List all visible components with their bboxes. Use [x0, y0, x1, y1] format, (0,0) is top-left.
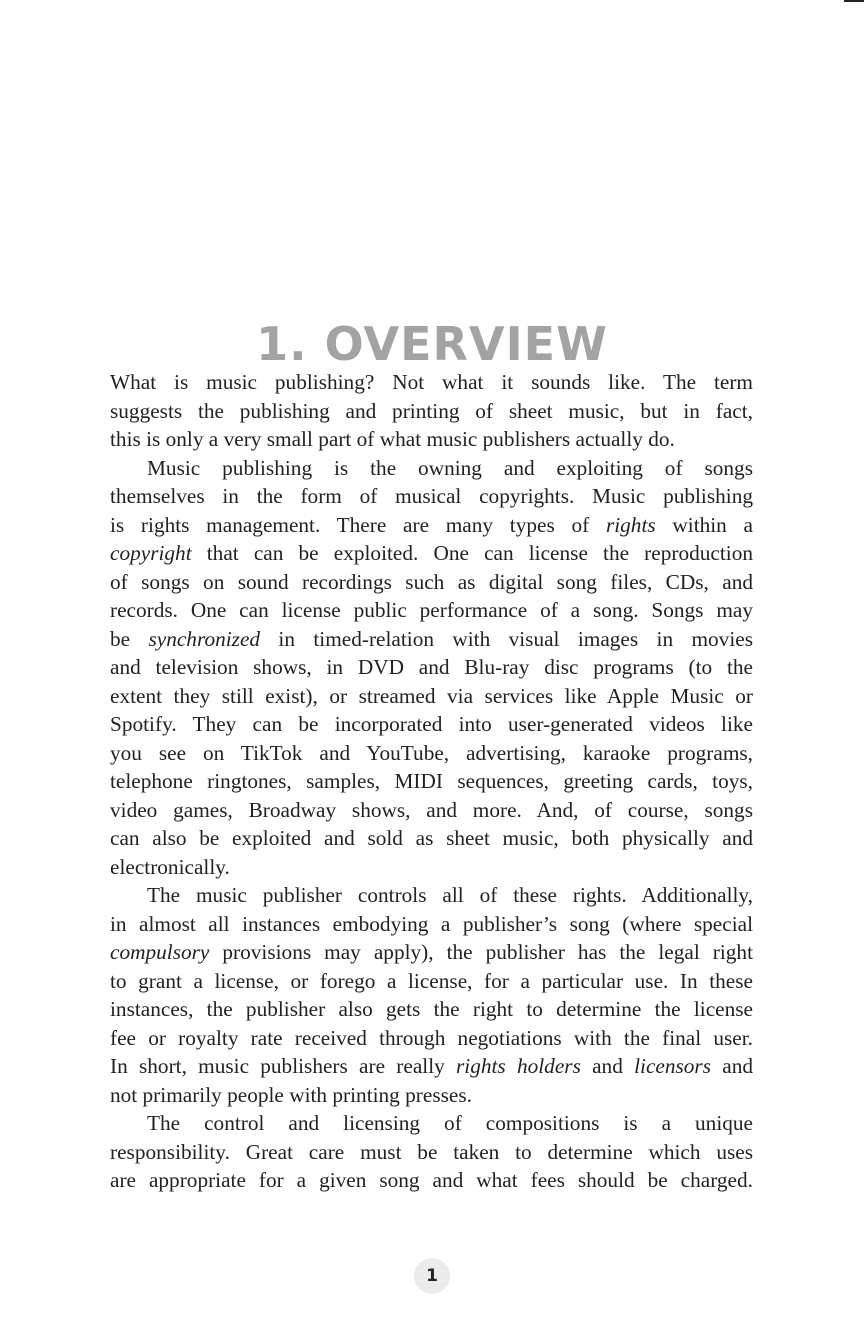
text-line	[110, 1166, 753, 1195]
italic-text: synchronized	[148, 626, 261, 651]
text-line	[110, 539, 753, 568]
italic-text: rights	[605, 512, 656, 537]
text-line	[110, 368, 753, 397]
text-segment: electronically.	[110, 854, 230, 879]
text-line	[110, 1052, 753, 1081]
text-segment: are appropriate for a given song and what fees should be charged.	[110, 1168, 753, 1192]
text-line	[110, 710, 753, 739]
text-segment: What is music publishing? Not what it sounds like. The term	[110, 370, 753, 394]
text-segment: and	[711, 1054, 754, 1078]
text-line	[110, 1081, 753, 1110]
text-segment: The control and licensing of compositions is a unique	[147, 1111, 753, 1135]
text-segment: telephone ringtones, samples, MIDI sequences, greeting cards, toys,	[110, 769, 753, 793]
text-line	[110, 767, 753, 796]
text-line	[110, 482, 753, 511]
text-segment: within a	[655, 512, 754, 537]
paragraph	[110, 368, 753, 454]
text-segment: is rights management. There are many types of	[110, 512, 606, 537]
paragraph	[110, 1109, 753, 1195]
italic-text: rights holders	[456, 1054, 581, 1078]
text-line	[110, 824, 753, 853]
text-segment: provisions may apply), the publisher has the legal right	[209, 940, 753, 964]
text-segment: and	[580, 1054, 635, 1078]
text-segment: to grant a license, or forego a license, for a particular use. In these	[110, 968, 753, 993]
italic-text: copyright	[110, 541, 192, 565]
text-segment: in timed-relation with visual images in movies	[260, 626, 753, 651]
text-segment: In short, music publishers are really	[110, 1054, 457, 1078]
text-segment: fee or royalty rate received through negotiations with the final user.	[110, 1025, 753, 1050]
italic-text: licensors	[634, 1054, 712, 1078]
text-segment: video games, Broadway shows, and more. And, of course, songs	[110, 797, 753, 822]
paragraph	[110, 454, 753, 882]
page-edge-mark	[844, 0, 864, 2]
body-text	[110, 368, 753, 1195]
text-segment: and television shows, in DVD and Blu-ray disc programs (to the	[110, 655, 753, 679]
text-line	[110, 853, 753, 882]
text-line	[110, 995, 753, 1024]
page-number: 1	[414, 1258, 450, 1294]
text-segment: of songs on sound recordings such as digital song files, CDs, and	[110, 569, 753, 594]
text-segment: Music publishing is the owning and exploiting of songs	[147, 455, 753, 480]
text-segment: themselves in the form of musical copyrights. Music publishing	[110, 484, 753, 508]
text-segment: that can be exploited. One can license the reproduction	[191, 541, 753, 565]
italic-text: compulsory	[110, 940, 210, 964]
text-segment: responsibility. Great care must be taken to determine which uses	[110, 1139, 753, 1164]
text-segment: The music publisher controls all of these rights. Additionally,	[147, 883, 753, 907]
text-line	[110, 625, 753, 654]
text-line	[110, 425, 753, 454]
text-segment: extent they still exist), or streamed via services like Apple Music or	[110, 683, 753, 708]
text-line	[110, 653, 753, 682]
text-line	[110, 454, 753, 483]
text-line	[110, 796, 753, 825]
text-line	[110, 1024, 753, 1053]
text-line	[110, 881, 753, 910]
text-line	[110, 596, 753, 625]
text-line	[110, 682, 753, 711]
text-segment: you see on TikTok and YouTube, advertising, karaoke programs,	[110, 740, 753, 765]
text-line	[110, 967, 753, 996]
text-line	[110, 938, 753, 967]
text-segment: can also be exploited and sold as sheet music, both physically and	[110, 826, 753, 850]
text-segment: instances, the publisher also gets the right to determine the license	[110, 997, 753, 1021]
paragraph	[110, 881, 753, 1109]
text-segment: be	[110, 626, 149, 651]
chapter-title: 1. OVERVIEW	[256, 316, 608, 371]
text-line	[110, 1138, 753, 1167]
text-segment: not primarily people with printing presses.	[110, 1082, 472, 1107]
text-segment: this is only a very small part of what music publishers actually do.	[110, 427, 675, 451]
text-segment: suggests the publishing and printing of sheet music, but in fact,	[110, 398, 753, 423]
text-line	[110, 511, 753, 540]
text-line	[110, 568, 753, 597]
text-line	[110, 397, 753, 426]
text-segment: in almost all instances embodying a publisher’s song (where special	[110, 911, 753, 936]
text-line	[110, 1109, 753, 1138]
text-line	[110, 910, 753, 939]
text-segment: Spotify. They can be incorporated into user-generated videos like	[110, 712, 753, 736]
text-segment: records. One can license public performance of a song. Songs may	[110, 598, 753, 622]
text-line	[110, 739, 753, 768]
